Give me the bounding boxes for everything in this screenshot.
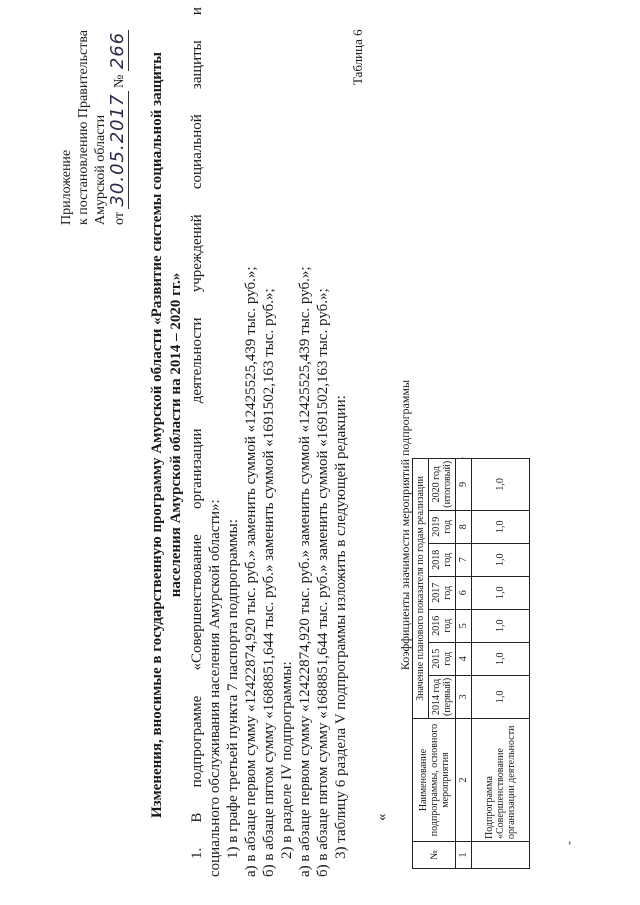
word: учреждений [189, 214, 205, 293]
word: организации [189, 428, 205, 509]
paragraph-1-cont: социального обслуживания населения Амурской области»: [207, 499, 223, 877]
cell-num [472, 842, 530, 869]
word: социальной [189, 114, 205, 190]
title-line-2: населения Амурской области на 2014 – 2020 гг.» [168, 272, 184, 598]
cell-value: 1,0 [472, 609, 530, 642]
paragraph-1 [188, 7, 206, 877]
table-caption: Коэффициенты значимости мероприятий подпрограммы [398, 379, 412, 671]
cell-value: 1,0 [472, 576, 530, 609]
paragraph-2: 1) в графе третьей пункта 7 паспорта подпрограммы: [225, 519, 241, 859]
paragraph-5: 2) в разделе IV подпрограммы: [279, 661, 295, 859]
header-year: 2015 год [429, 642, 456, 675]
col-number: 5 [456, 609, 472, 642]
word: и [189, 7, 205, 16]
paragraph-8: 3) таблицу 6 раздела V подпрограммы изложить в следующей редакции: [333, 395, 349, 859]
appendix-line-1: Приложение [59, 149, 74, 225]
col-number: 3 [456, 675, 472, 718]
paragraph-7: б) в абзаце пятом сумму «1688851,644 тыс. руб.» заменить суммой «1691502,163 тыс. руб.»; [315, 288, 331, 877]
col-number: 8 [456, 510, 472, 543]
header-year: 2016 год [429, 609, 456, 642]
appendix-line-3: Амурской области [93, 114, 108, 225]
col-number: 6 [456, 576, 472, 609]
cell-value: 1,0 [472, 510, 530, 543]
document-body [188, 7, 350, 877]
opening-quote: « [374, 813, 390, 821]
table-row [472, 458, 530, 868]
word: подпрограмме [189, 695, 205, 788]
header-year: 2014 год (первый) [429, 675, 456, 718]
table-number-row [456, 458, 472, 868]
header-name: Наименование подпрограммы, основного мероприятия [413, 719, 456, 842]
document-title [148, 5, 186, 865]
title-line-1: Изменения, вносимые в государственную программу Амурской области «Развитие системы социальной защиты [149, 52, 165, 819]
col-number: 9 [456, 458, 472, 510]
cell-value: 1,0 [472, 675, 530, 718]
cell-value: 1,0 [472, 543, 530, 576]
paragraph-6: а) в абзаце первом сумму «12422874,920 тыс. руб.» заменить суммой «12425525,439 тыс. руб.»; [297, 266, 313, 877]
paragraph-3: а) в абзаце первом сумму «12422874,920 тыс. руб.» заменить суммой «12425525,439 тыс. руб.»; [243, 266, 259, 877]
number-prefix: № [112, 74, 127, 88]
col-number: 7 [456, 543, 472, 576]
header-year: 2018 год [429, 543, 456, 576]
col-number: 2 [456, 719, 472, 842]
word: «Совершенствование [189, 534, 205, 671]
header-year: 2020 год (итоговый) [429, 458, 456, 510]
appendix-line-2: к постановлению Правительства [76, 29, 91, 225]
appendix-block [58, 0, 128, 225]
stray-dot: · [458, 455, 469, 459]
date-prefix: от [112, 212, 127, 225]
cell-value: 1,0 [472, 642, 530, 675]
handwritten-number: 266 [107, 31, 128, 70]
col-number: 4 [456, 642, 472, 675]
header-year: 2019 год [429, 510, 456, 543]
cell-name: Подпрограмма «Совершенствование организации деятельности [472, 719, 530, 842]
handwritten-date: 30.05.2017 [107, 93, 128, 207]
header-year: 2017 год [429, 576, 456, 609]
word: защиты [189, 40, 205, 90]
col-number: 1 [456, 842, 472, 869]
coefficients-table [412, 455, 530, 869]
word: В [189, 812, 205, 823]
header-number: № [413, 842, 456, 869]
word: деятельности [189, 317, 205, 404]
cell-value: 1,0 [472, 458, 530, 510]
table-header-row-1 [413, 458, 429, 868]
word: 1. [189, 847, 205, 859]
header-values: Значение планового показателя по годам реализации [413, 458, 429, 718]
table-label: Таблица 6 [350, 29, 365, 85]
paragraph-4: б) в абзаце пятом сумму «1688851,644 тыс. руб.» заменить суммой «1691502,163 тыс. руб.»; [261, 288, 277, 877]
stray-mark: ˇ [566, 841, 580, 845]
appendix-date-line [109, 0, 128, 225]
